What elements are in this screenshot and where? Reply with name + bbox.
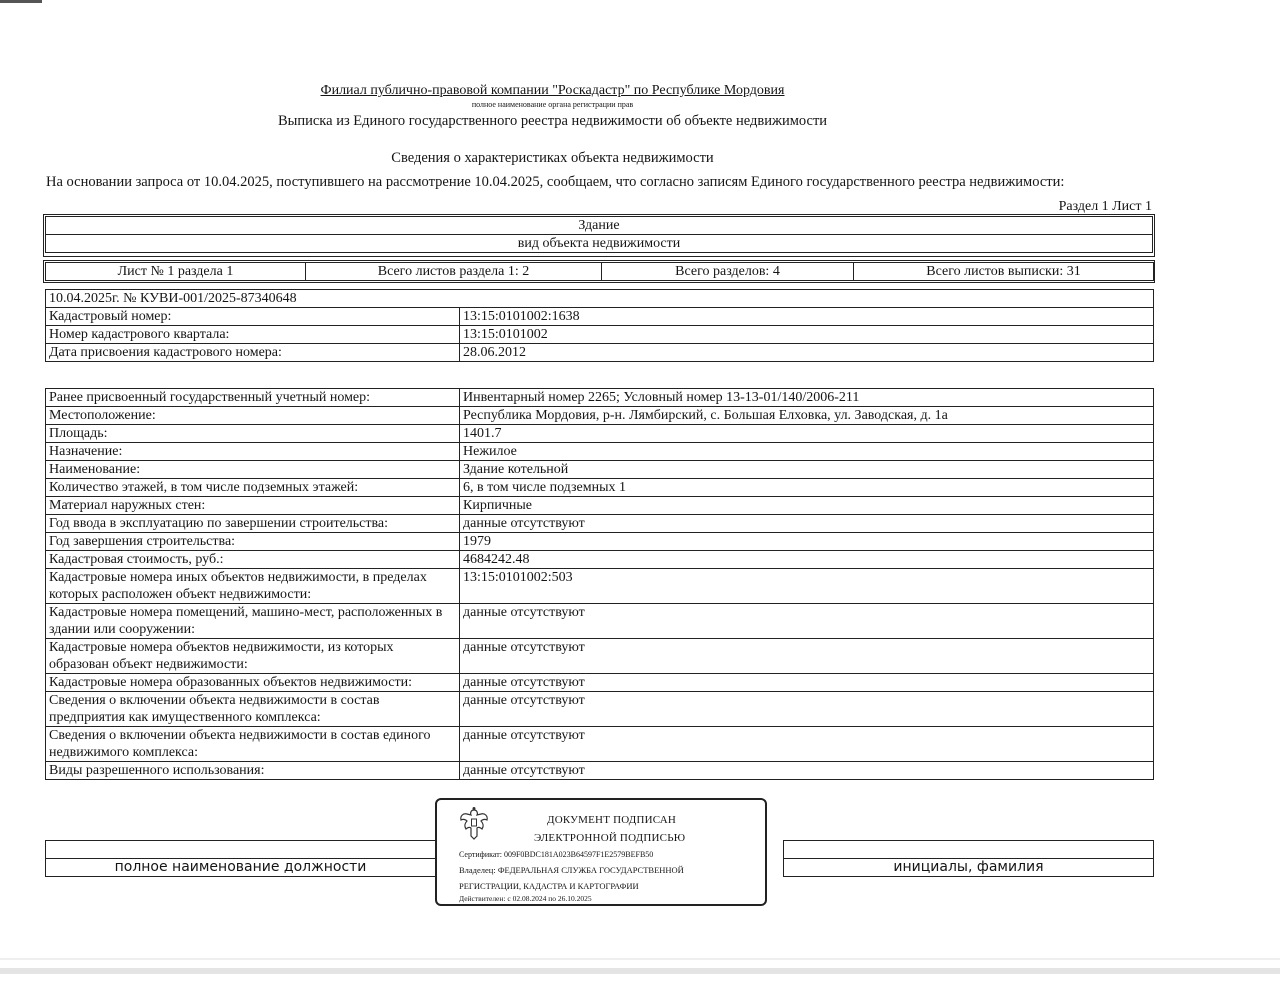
sheet-number: Лист № 1 раздела 1 [46,263,306,281]
org-name: Филиал публично-правовой компании "Роскадастр" по Республике Мордовия [320,83,785,98]
detail-value: данные отсутствуют [460,692,1154,727]
detail-label: Количество этажей, в том числе подземных этажей: [46,479,460,497]
table-row [46,443,1154,461]
name-caption: инициалы, фамилия [784,859,1154,877]
detail-value: 4684242.48 [460,551,1154,569]
detail-label: Виды разрешенного использования: [46,762,460,780]
detail-value: Здание котельной [460,461,1154,479]
extract-sheets-total: Всего листов выписки: 31 [854,263,1154,281]
table-row [46,515,1154,533]
org-caption: полное наименование органа регистрации прав [471,100,634,109]
table-row [46,674,1154,692]
object-type-table [45,216,1153,253]
table-row [46,344,1154,362]
detail-label: Ранее присвоенный государственный учетный номер: [46,389,460,407]
scan-mark [0,0,42,3]
detail-label: Сведения о включении объекта недвижимости в состав предприятия как имущественного комплекса: [46,692,460,727]
detail-value: данные отсутствуют [460,727,1154,762]
detail-label: Кадастровые номера образованных объектов недвижимости: [46,674,460,692]
detail-value: 13:15:0101002:503 [460,569,1154,604]
table-row [46,639,1154,674]
document-title: Выписка из Единого государственного реестра недвижимости об объекте недвижимости [277,113,828,129]
detail-value: данные отсутствуют [460,515,1154,533]
table-row [46,479,1154,497]
table-row [46,326,1154,344]
detail-label: Кадастровые номера иных объектов недвижимости, в пределах которых расположен объект недвижимости: [46,569,460,604]
stamp-certificate: Сертификат: 009F0BDC181A023B64597F1E2579BEFB50 [459,850,654,859]
assignment-date-label: Дата присвоения кадастрового номера: [46,344,460,362]
assignment-date-value: 28.06.2012 [460,344,1154,362]
table-row [46,389,1154,407]
detail-label: Кадастровая стоимость, руб.: [46,551,460,569]
section-reference: Раздел 1 Лист 1 [1058,199,1152,214]
detail-value: данные отсутствуют [460,639,1154,674]
eagle-emblem-icon [457,806,491,842]
detail-label: Назначение: [46,443,460,461]
identity-table [45,289,1154,362]
detail-value: Республика Мордовия, р-н. Лямбирский, с. Большая Елховка, ул. Заводская, д. 1а [460,407,1154,425]
stamp-line-1: ДОКУМЕНТ ПОДПИСАН [547,814,677,826]
position-field [46,841,436,859]
position-caption: полное наименование должности [46,859,436,877]
section-title: Сведения о характеристиках объекта недвижимости [391,150,714,166]
stamp-line-2: ЭЛЕКТРОННОЙ ПОДПИСЬЮ [534,832,686,844]
table-row [46,692,1154,727]
cadastral-number-label: Кадастровый номер: [46,308,460,326]
detail-label: Год ввода в эксплуатацию по завершении строительства: [46,515,460,533]
details-table [45,388,1154,780]
detail-value: данные отсутствуют [460,762,1154,780]
table-row [46,407,1154,425]
table-row [46,533,1154,551]
detail-value: 6, в том числе подземных 1 [460,479,1154,497]
scan-edge [0,958,1280,960]
detail-label: Кадастровые номера объектов недвижимости, из которых образован объект недвижимости: [46,639,460,674]
object-type-caption: вид объекта недвижимости [46,235,1153,253]
table-row [46,425,1154,443]
e-signature-stamp [435,798,767,906]
cadastral-quarter-value: 13:15:0101002 [460,326,1154,344]
stamp-owner: Владелец: ФЕДЕРАЛЬНАЯ СЛУЖБА ГОСУДАРСТВЕННОЙ [459,865,684,875]
section-sheets-total: Всего листов раздела 1: 2 [306,263,602,281]
detail-label: Кадастровые номера помещений, машино-мест, расположенных в здании или сооружении: [46,604,460,639]
stamp-owner-2: РЕГИСТРАЦИИ, КАДАСТРА И КАРТОГРАФИИ [459,881,639,891]
table-row [46,727,1154,762]
detail-label: Местоположение: [46,407,460,425]
name-field [784,841,1154,859]
intro-text: На основании запроса от 10.04.2025, поступившего на рассмотрение 10.04.2025, сообщаем, что согласно записям Единого государственного реестра недвижимости: [46,174,1065,190]
detail-value: Инвентарный номер 2265; Условный номер 13-13-01/140/2006-211 [460,389,1154,407]
detail-value: данные отсутствуют [460,674,1154,692]
detail-value: данные отсутствуют [460,604,1154,639]
detail-label: Год завершения строительства: [46,533,460,551]
detail-label: Наименование: [46,461,460,479]
table-row [46,308,1154,326]
sheet-info-table [45,262,1154,281]
detail-value: Нежилое [460,443,1154,461]
table-row [46,604,1154,639]
detail-value: Кирпичные [460,497,1154,515]
detail-label: Сведения о включении объекта недвижимости в состав единого недвижимого комплекса: [46,727,460,762]
table-row [46,762,1154,780]
cadastral-number-value: 13:15:0101002:1638 [460,308,1154,326]
object-type-value: Здание [46,217,1153,235]
detail-label: Площадь: [46,425,460,443]
table-row [46,497,1154,515]
stamp-validity: Действителен: с 02.08.2024 по 26.10.2025 [459,894,592,903]
table-row [46,569,1154,604]
cadastral-quarter-label: Номер кадастрового квартала: [46,326,460,344]
detail-value: 1401.7 [460,425,1154,443]
detail-value: 1979 [460,533,1154,551]
table-row [46,551,1154,569]
detail-label: Материал наружных стен: [46,497,460,515]
table-row [46,461,1154,479]
request-reference: 10.04.2025г. № КУВИ-001/2025-87340648 [46,290,1154,308]
scan-edge-shadow [0,968,1280,974]
sections-total: Всего разделов: 4 [602,263,854,281]
